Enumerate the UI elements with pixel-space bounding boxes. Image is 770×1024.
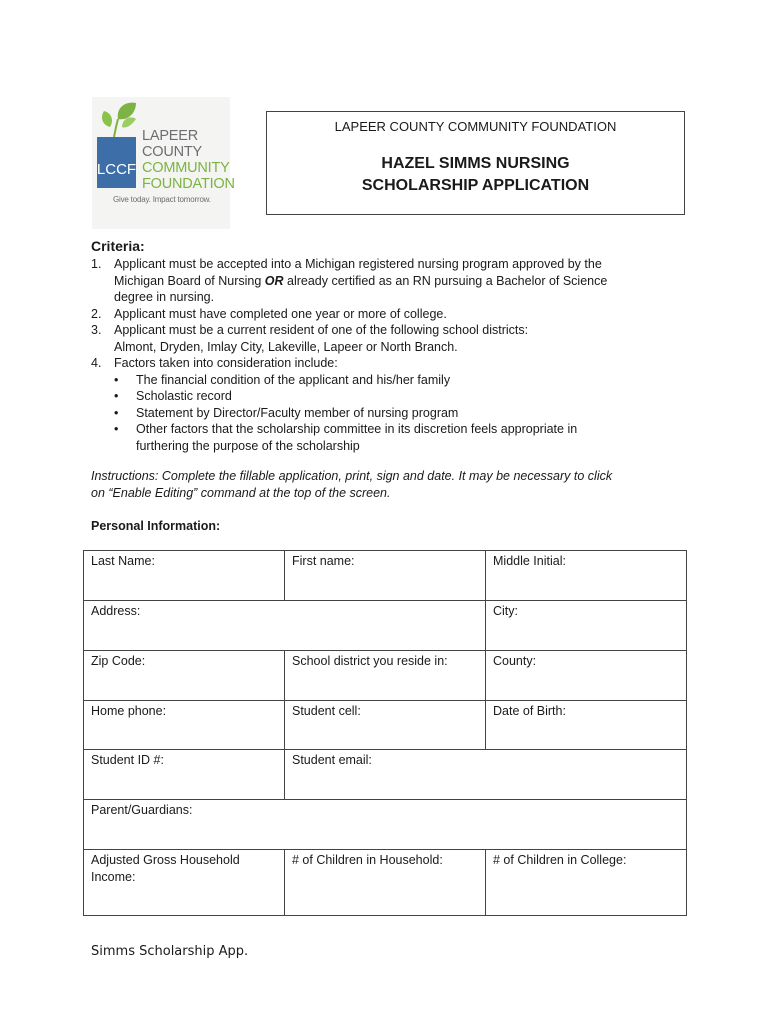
criteria-heading: Criteria: xyxy=(91,238,145,254)
factor-bullet-2 xyxy=(91,388,691,405)
student-id-label: Student ID #: xyxy=(91,753,164,767)
logo-name-line-2: COUNTY xyxy=(142,144,203,160)
children-household-field[interactable] xyxy=(285,850,486,916)
middle-initial-field[interactable] xyxy=(486,551,687,601)
criteria-item-1 xyxy=(91,256,691,306)
middle-initial-label: Middle Initial: xyxy=(493,554,566,568)
student-id-field[interactable] xyxy=(84,750,285,800)
bullet-icon: • xyxy=(114,422,119,436)
criteria-list xyxy=(91,256,691,454)
logo-name-line-1: LAPEER xyxy=(142,128,199,144)
household-income-label: Income: xyxy=(91,869,136,884)
last-name-label: Last Name: xyxy=(91,554,155,568)
factor-text: The financial condition of the applicant and his/her family xyxy=(136,372,451,387)
factor-text: furthering the purpose of the scholarship xyxy=(136,438,360,453)
criteria-text: degree in nursing. xyxy=(114,290,215,304)
school-district-field[interactable] xyxy=(285,651,486,701)
household-income-label: Adjusted Gross Household xyxy=(91,853,240,867)
logo-tagline: Give today. Impact tomorrow. xyxy=(113,195,211,204)
student-email-field[interactable] xyxy=(285,750,687,800)
personal-information-form xyxy=(83,550,687,916)
county-field[interactable] xyxy=(486,651,687,701)
logo-leaf-large xyxy=(118,103,136,120)
document-title-line-2: SCHOLARSHIP APPLICATION xyxy=(361,177,590,194)
factor-bullet-4 xyxy=(91,421,691,454)
criteria-text: Applicant must have completed one year or more of college. xyxy=(114,306,447,321)
criteria-text-part: already certified as an RN pursuing a Bachelor of Science xyxy=(283,273,608,288)
logo-name-line-4: FOUNDATION xyxy=(142,176,235,192)
factor-bullet-3 xyxy=(91,405,691,422)
household-income-field[interactable] xyxy=(84,850,285,916)
logo-leaf-small xyxy=(102,111,112,127)
organization-name: LAPEER COUNTY COMMUNITY FOUNDATION xyxy=(334,119,617,134)
children-household-label: # of Children in Household: xyxy=(292,853,443,867)
instructions-line-2: on “Enable Editing” command at the top of the screen. xyxy=(91,485,391,500)
logo-abbrev: LCCF xyxy=(96,161,137,178)
parent-guardians-field[interactable] xyxy=(84,800,687,850)
address-field[interactable] xyxy=(84,601,486,651)
first-name-field[interactable] xyxy=(285,551,486,601)
bullet-icon: • xyxy=(114,389,119,403)
logo-name-line-3: COMMUNITY xyxy=(142,160,230,176)
zip-code-field[interactable] xyxy=(84,651,285,701)
criteria-text-part: Michigan Board of Nursing xyxy=(114,273,265,288)
criteria-text: Factors taken into consideration include: xyxy=(114,356,338,370)
criteria-number: 1. xyxy=(91,257,102,271)
criteria-number: 2. xyxy=(91,306,102,321)
school-district-label: School district you reside in: xyxy=(292,654,448,668)
bullet-icon: • xyxy=(114,405,119,420)
factor-text: Statement by Director/Faculty member of nursing program xyxy=(136,405,459,420)
home-phone-field[interactable] xyxy=(84,701,285,750)
county-label: County: xyxy=(493,654,537,668)
criteria-text: Applicant must be a current resident of one of the following school districts: xyxy=(114,323,529,337)
student-email-label: Student email: xyxy=(292,753,372,767)
page-footer: Simms Scholarship App. xyxy=(91,944,249,959)
parent-guardians-label: Parent/Guardians: xyxy=(91,803,193,817)
bullet-icon: • xyxy=(114,372,119,387)
criteria-item-4 xyxy=(91,355,691,372)
title-box xyxy=(266,111,685,215)
instructions xyxy=(91,468,691,501)
children-college-field[interactable] xyxy=(486,850,687,916)
logo-stem xyxy=(114,119,118,137)
criteria-item-2 xyxy=(91,306,691,323)
children-college-label: # of Children in College: xyxy=(493,853,627,867)
last-name-field[interactable] xyxy=(84,551,285,601)
city-field[interactable] xyxy=(486,601,687,651)
criteria-emphasis: OR xyxy=(264,273,284,288)
zip-code-label: Zip Code: xyxy=(91,654,146,668)
criteria-text: Almont, Dryden, Imlay City, Lakeville, Lapeer or North Branch. xyxy=(114,339,458,354)
document-title-line-1: HAZEL SIMMS NURSING xyxy=(381,155,570,172)
criteria-text: Applicant must be accepted into a Michigan registered nursing program approved by the xyxy=(114,257,602,271)
date-of-birth-label: Date of Birth: xyxy=(493,704,566,718)
date-of-birth-field[interactable] xyxy=(486,701,687,750)
home-phone-label: Home phone: xyxy=(91,704,167,718)
personal-information-heading: Personal Information: xyxy=(91,519,221,533)
city-label: City: xyxy=(493,604,518,618)
first-name-label: First name: xyxy=(292,554,355,568)
criteria-item-3 xyxy=(91,322,691,355)
criteria-text xyxy=(114,273,691,290)
criteria-number: 3. xyxy=(91,323,102,337)
student-cell-label: Student cell: xyxy=(292,704,361,718)
instructions-line-1: Instructions: Complete the fillable application, print, sign and date. It may be necessary to click xyxy=(91,469,613,483)
factor-text: Scholastic record xyxy=(136,389,232,403)
student-cell-field[interactable] xyxy=(285,701,486,750)
factor-bullet-1 xyxy=(91,372,691,389)
criteria-number: 4. xyxy=(91,356,102,370)
lccf-logo xyxy=(92,97,235,229)
factor-text: Other factors that the scholarship committee in its discretion feels appropriate in xyxy=(136,422,578,436)
address-label: Address: xyxy=(91,604,141,618)
